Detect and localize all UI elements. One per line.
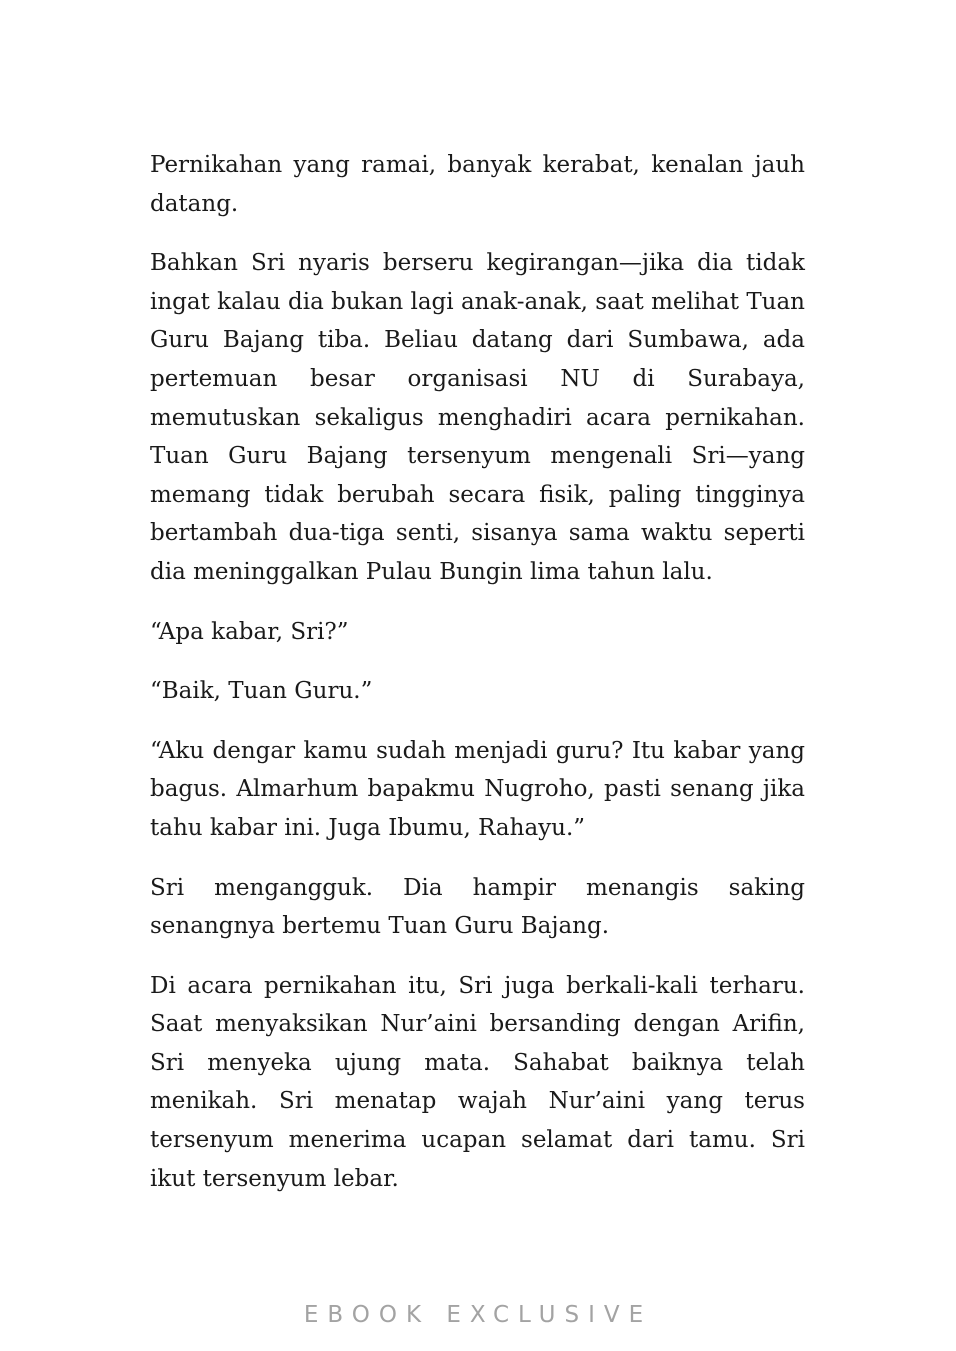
paragraph-5: “Aku dengar kamu sudah menjadi guru? Itu kabar yang bagus. Almarhum bapakmu Nugroho, pasti senang jika tahu kabar ini. Juga Ibumu, Rahayu.” (150, 737, 805, 841)
footer-label: EBOOK EXCLUSIVE (303, 1302, 653, 1328)
paragraph-3: “Apa kabar, Sri?” (150, 618, 349, 645)
paragraph-1: Pernikahan yang ramai, banyak kerabat, kenalan jauh datang. (150, 152, 805, 217)
page-body (150, 146, 805, 1219)
paragraph-2: Bahkan Sri nyaris berseru kegirangan—jika dia tidak ingat kalau dia bukan lagi anak-anak, saat melihat Tuan Guru Bajang tiba. Beliau datang dari Sumbawa, ada pertemuan besar organisasi NU di Surabaya, memutuskan sekaligus menghadiri acara pernikahan. Tuan Guru Bajang tersenyum mengenali Sri—yang memang tidak berubah secara fisik, paling tingginya bertambah dua-tiga senti, sisanya sama waktu seperti dia meninggalkan Pulau Bungin lima tahun lalu. (150, 250, 805, 585)
paragraph-4: “Baik, Tuan Guru.” (150, 678, 373, 705)
paragraph-7: Di acara pernikahan itu, Sri juga berkali-kali terharu. Saat menyaksikan Nur’aini bersanding dengan Arifin, Sri menyeka ujung mata. Sahabat baiknya telah menikah. Sri menatap wajah Nur’aini yang terus tersenyum menerima ucapan selamat dari tamu. Sri ikut tersenyum lebar. (150, 972, 805, 1192)
paragraph-6: Sri mengangguk. Dia hampir menangis saking senangnya bertemu Tuan Guru Bajang. (150, 874, 805, 940)
